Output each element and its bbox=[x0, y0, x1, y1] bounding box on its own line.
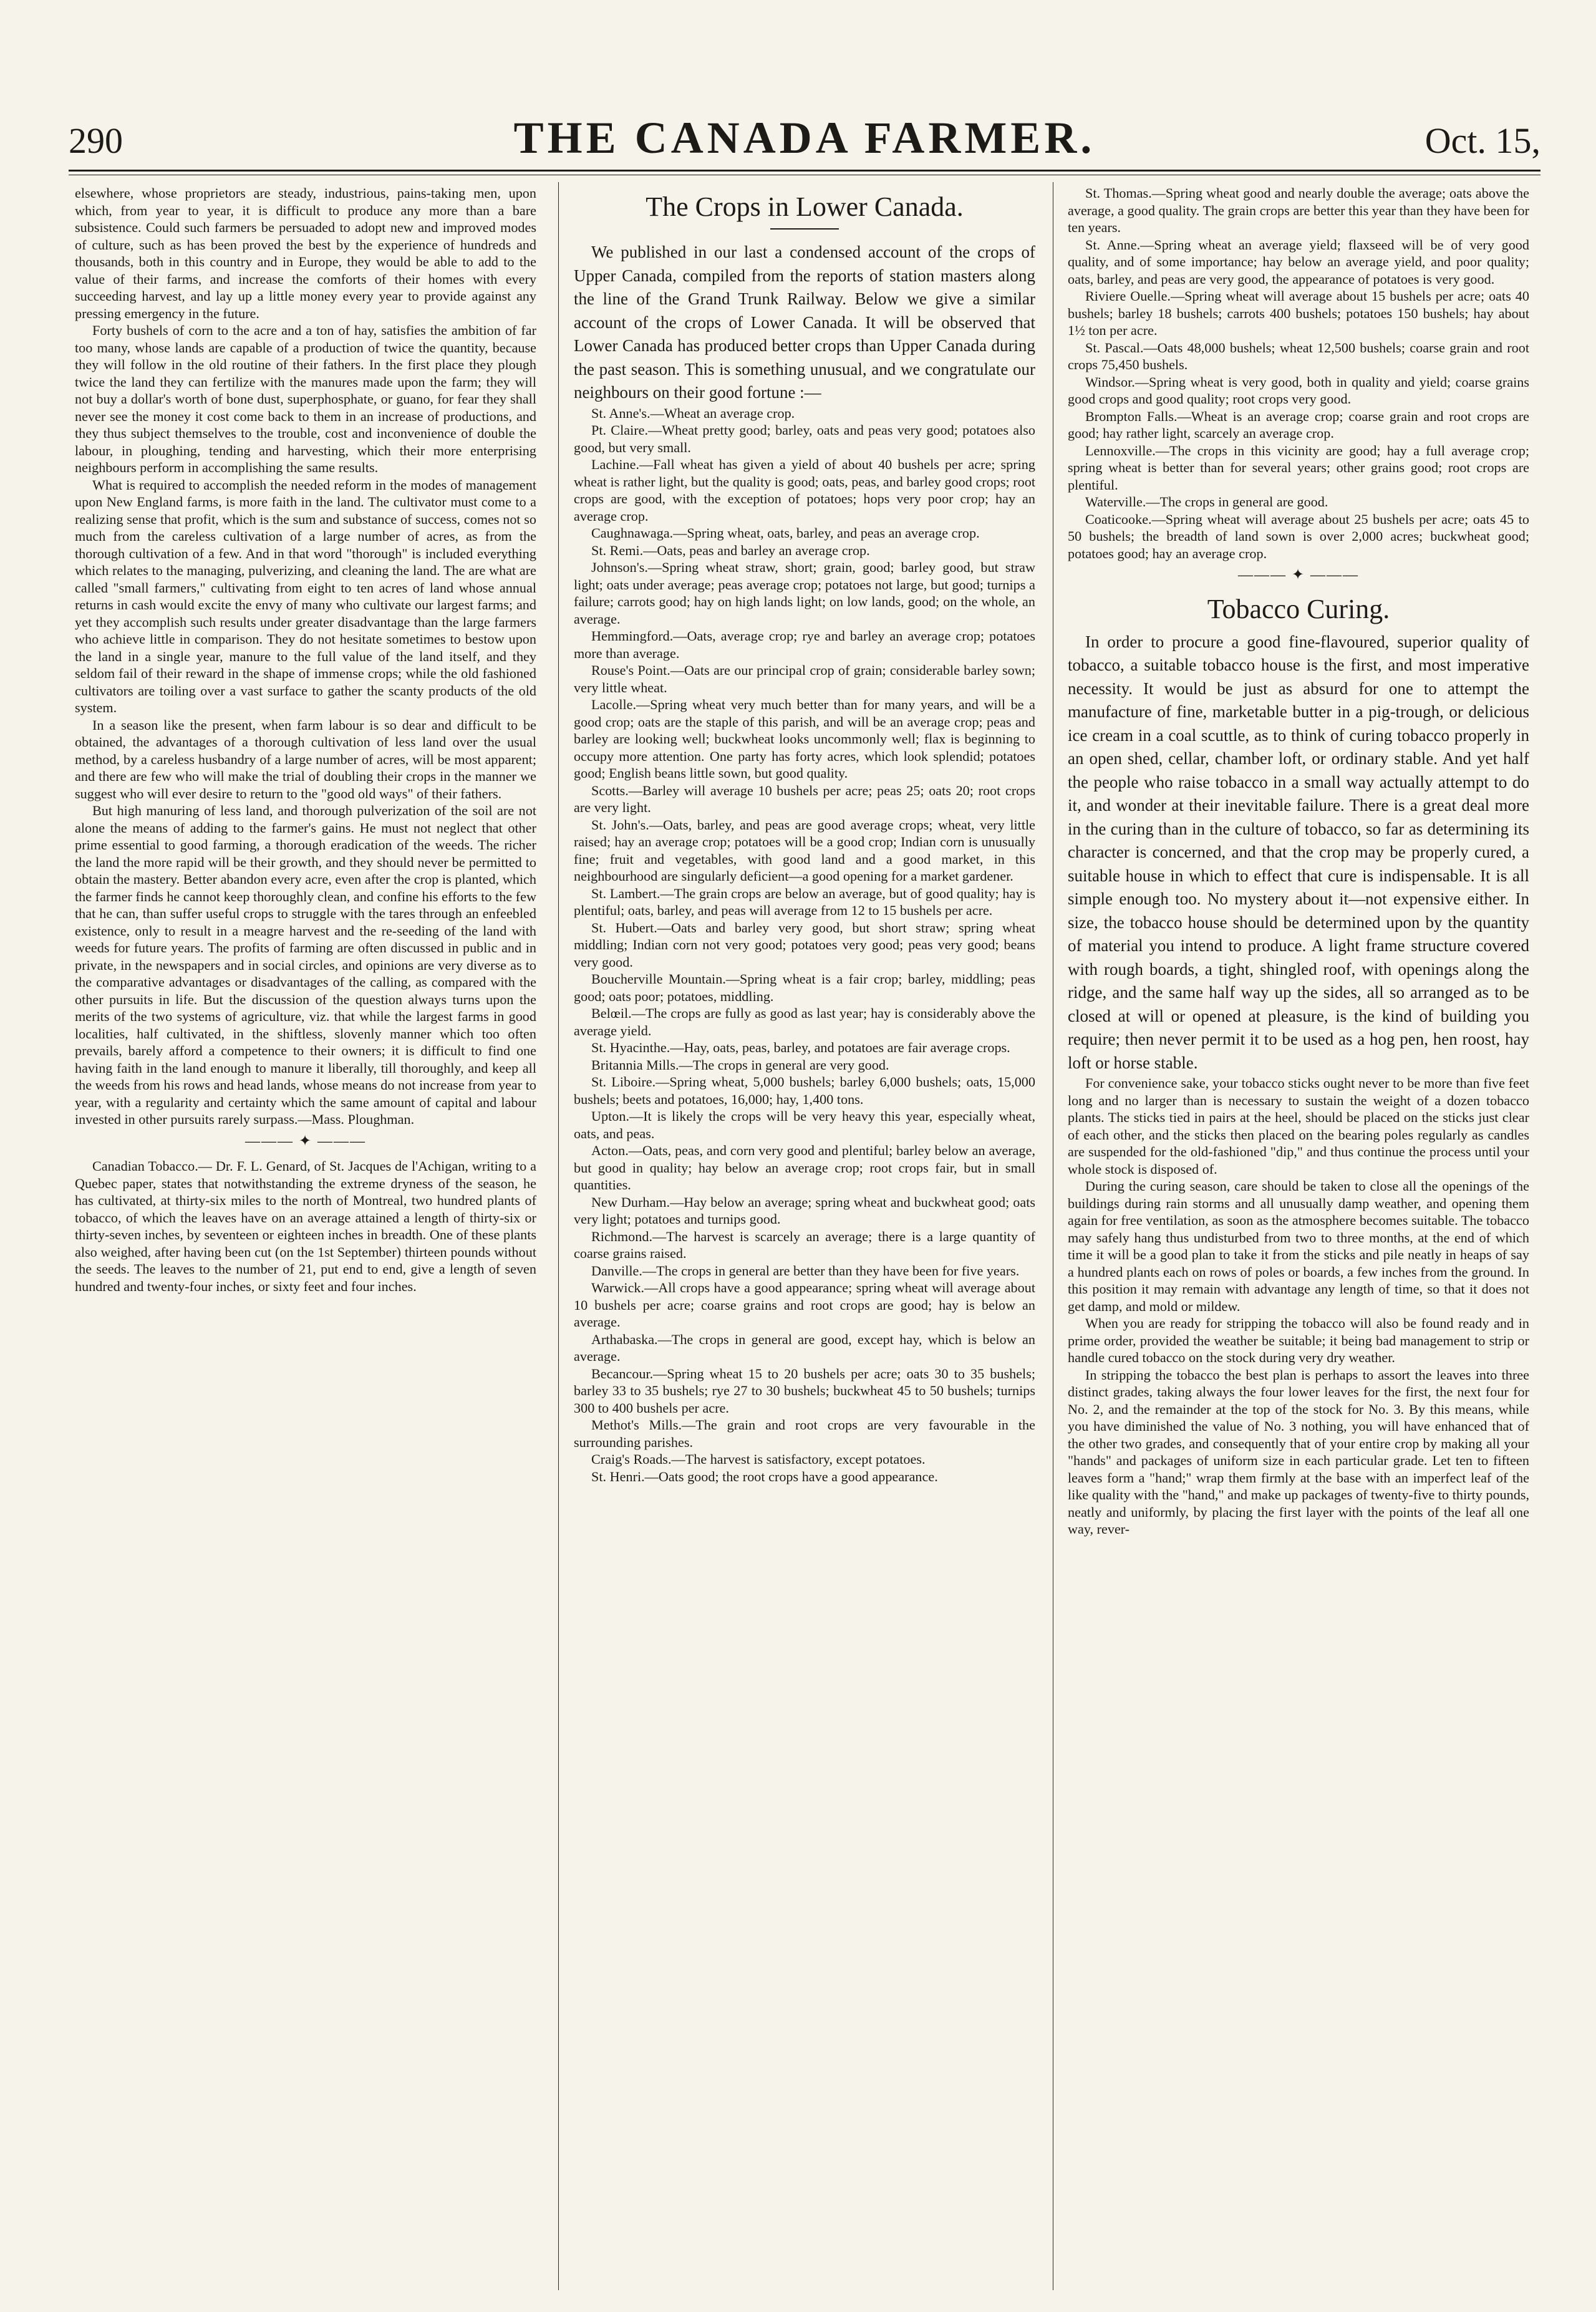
crop-report: Waterville.—The crops in general are good. bbox=[1085, 494, 1328, 510]
column-divider bbox=[558, 182, 559, 2290]
crop-report: St. Remi.—Oats, peas and barley an average crop. bbox=[591, 542, 870, 558]
crop-report: St. John's.—Oats, barley, and peas are good average crops; wheat, very little raised; hay an average crop; potatoes will be a good crop; Indian corn is unusually fine; fruit and vegetables, with good land and a good market, in this neighbourhood are singularly deficient—a good opening for a market gardener. bbox=[574, 816, 1035, 884]
crop-report: Rouse's Point.—Oats are our principal crop of grain; considerable barley sown; very little wheat. bbox=[574, 662, 1035, 695]
article-headline: The Crops in Lower Canada. bbox=[646, 191, 964, 222]
crop-report: St. Liboire.—Spring wheat, 5,000 bushels; barley 6,000 bushels; oats, 15,000 bushels; beets and potatoes, 16,000; hay, 1,400 tons. bbox=[574, 1074, 1035, 1107]
crop-report: Lacolle.—Spring wheat very much better than for many years, and will be a good crop; oats are the staple of this parish, and will be an average crop; peas and barley are looking well; buckwheat looks uncommonly well; flax is beginning to occupy more attention. One party has forty acres, which look splendid; potatoes good; English beans little sown, but good quality. bbox=[574, 697, 1035, 781]
masthead-rule bbox=[69, 170, 1540, 172]
crop-report: Johnson's.—Spring wheat straw, short; grain, good; barley good, but straw light; oats under average; peas average crop; potatoes not large, but good; turnips a failure; carrots good; hay on high lands light; on low lands, good; on the whole, an average. bbox=[574, 559, 1035, 627]
issue-date: Oct. 15, bbox=[1424, 120, 1540, 161]
headline-rule bbox=[770, 228, 839, 230]
news-item-canadian-tobacco: Canadian Tobacco.— Dr. F. L. Genard, of St. Jacques de l'Achigan, writing to a Quebec paper, states that notwithstanding the extreme dryness of the season, he has cultivated, at thirty-six miles to the north of Montreal, two hundred plants of tobacco, of which the leaves have on an average attained a length of thirty-six or thirty-seven inches, by seventeen or eighteen inches in breadth. One of these plants also weighed, after having been cut (on the 1st September) thirteen pounds without the seeds. The leaves to the number of 21, put end to end, give a length of seven hundred and twenty-four inches, or sixty feet and four inches. bbox=[75, 1158, 536, 1294]
publication-title: THE CANADA FARMER. bbox=[513, 113, 1096, 163]
article-paragraph: In a season like the present, when farm labour is so dear and difficult to be obtained, the advantages of a thorough cultivation of less land over the usual method, by a careless husbandry of a large number of acres, will be most apparent; and there are few who will make the trial of doubling their crops in the manner we suggest who will ever desire to return to the "good old ways" of their fathers. bbox=[75, 717, 536, 801]
masthead bbox=[69, 112, 1540, 168]
column-1 bbox=[75, 185, 536, 2286]
crop-report: Boucherville Mountain.—Spring wheat is a fair crop; barley, middling; peas good; oats poor; potatoes, middling. bbox=[574, 971, 1035, 1004]
crop-report: Danville.—The crops in general are better than they have been for five years. bbox=[591, 1262, 1020, 1279]
article-paragraph: For convenience sake, your tobacco sticks ought never to be more than five feet long and no larger than is necessary to sustain the weight of a dozen tobacco plants. The sticks tied in pairs at the heel, should be placed on the sticks just clear of each other, and the sticks then placed on the bearing poles regularly as candles are suspended for the old-fashioned "dip," and thus continue the process until your whole stock is disposed of. bbox=[1068, 1075, 1529, 1177]
crop-report: Belœil.—The crops are fully as good as last year; hay is considerably above the average yield. bbox=[574, 1005, 1035, 1038]
crop-report: Windsor.—Spring wheat is very good, both in quality and yield; coarse grains good crops and good quality; root crops very good. bbox=[1068, 374, 1529, 407]
crop-report: St. Thomas.—Spring wheat good and nearly double the average; oats above the average, a good quality. The grain crops are better this year than they have been for ten years. bbox=[1068, 185, 1529, 235]
crop-report: Acton.—Oats, peas, and corn very good and plentiful; barley below an average, but good in quality; hay below an average crop; root crops fair, but in small quantities. bbox=[574, 1143, 1035, 1192]
article-intro: We published in our last a condensed account of the crops of Upper Canada, compiled from the reports of station masters along the line of the Grand Trunk Railway. Below we give a similar account of the crops of Lower Canada. It will be observed that Lower Canada has produced better crops than Upper Canada during the past season. This is something unusual, and we congratulate our neighbours on their good fortune :— bbox=[574, 243, 1035, 402]
article-paragraph: elsewhere, whose proprietors are steady, industrious, pains-taking men, upon which, from year to year, it is difficult to produce any more than a bare subsistence. Could such farmers be persuaded to adopt new and improved modes of culture, such as has been proved the best by the experience of hundreds and thousands, both in this country and in Europe, they would be able to add to the value of their farms, and increase the comforts of their homes with every succeeding harvest, and lay up a little money every year to provide against any pressing emergency in the future. bbox=[75, 185, 536, 321]
article-paragraph: When you are ready for stripping the tobacco will also be found ready and in prime order, provided the weather be suitable; it being bad management to strip or handle cured tobacco on the stock during very dry weather. bbox=[1068, 1315, 1529, 1365]
crop-report: Scotts.—Barley will average 10 bushels per acre; peas 25; oats 20; root crops are very light. bbox=[574, 782, 1035, 815]
crop-report: Becancour.—Spring wheat 15 to 20 bushels per acre; oats 30 to 35 bushels; barley 33 to 35 bushels; rye 27 to 30 bushels; buckwheat 45 to 50 bushels; turnips 300 to 400 bushels per acre. bbox=[574, 1365, 1035, 1416]
article-headline: Tobacco Curing. bbox=[1207, 593, 1390, 624]
article-paragraph: In order to procure a good fine-flavoured, superior quality of tobacco, a suitable tobacco house is the first, and most imperative necessity. It would be just as absurd for one to attempt the manufacture of fine, marketable butter in a pig-trough, or delicious ice cream in a coal scuttle, as to think of curing tobacco properly in an open shed, cellar, chamber loft, or ordinary stable. And yet half the people who raise tobacco in a small way actually attempt to do it, and wonder at their inevitable failure. There is a great deal more in the curing than in the culture of tobacco, so far as determining its character is concerned, and that the crop may be properly cured, a suitable house in which to effect that cure is indispensable. It is all simple enough too. No mystery about it—not expensive either. In size, the tobacco house should be determined upon by the quantity of material you intend to produce. A light frame structure covered with rough boards, a tight, shingled roof, with openings along the ridge, and the same half way up the sides, all so arranged as to be closed at will or opened at pleasure, is the kind of building you require; then never permit it to be used as a hog pen, hen roost, hay loft or horse stable. bbox=[1068, 632, 1529, 1072]
article-paragraph: Forty bushels of corn to the acre and a ton of hay, satisfies the ambition of far too many, whose lands are capable of a production of twice the quantity, because they will follow in the old routine of their fathers. In the first place they plough twice the land they can fertilize with the manures made upon the farm; they will not buy a dollar's worth of bone dust, superphosphate, or guano, for fear they shall never see the money it cost come back to them in an increase of productions, and they thus subject themselves to the trouble, cost and inconvenience of double the labour, in ploughing, tending and harvesting, which their more enterprising neighbours perform in accomplishing the same results. bbox=[75, 322, 536, 475]
crop-report: Hemmingford.—Oats, average crop; rye and barley an average crop; potatoes more than average. bbox=[574, 628, 1035, 661]
crop-report: Lachine.—Fall wheat has given a yield of about 40 bushels per acre; spring wheat is rather light, but the quality is good; oats, peas, and barley good crops; root crops are good, with the exception of potatoes; hops very poor crop; hay an average crop. bbox=[574, 457, 1035, 524]
crop-report: Warwick.—All crops have a good appearance; spring wheat will average about 10 bushels per acre; coarse grains and root crops are good; hay is below an average. bbox=[574, 1280, 1035, 1330]
crop-report: Craig's Roads.—The harvest is satisfactory, except potatoes. bbox=[591, 1451, 926, 1467]
article-paragraph: But high manuring of less land, and thorough pulverization of the soil are not alone the means of adding to the farmer's gains. He must not neglect that other prime essential to good farming, a thorough eradication of the weeds. The richer the land the more rapid will be their growth, and they should never be permitted to obtain the mastery. Better abandon every acre, even after the crop is planted, which the farmer finds he cannot keep thoroughly clean, and confine his efforts to the few that he can, than suffer useful crops to struggle with the tares through an enfeebled existence, only to result in a meagre harvest and the re-seeding of the land with weeds for future years. The profits of farming are often discussed in public and in private, in the newspapers and in social circles, and opinions are very diverse as to the comparative advantages or disadvantages of the calling, as compared with the other pursuits in life. But the discussion of the question always turns upon the merits of the two systems of agriculture, viz. that while the largest farms in good localities, half cultivated, in the shiftless, slovenly manner which too often prevails, barely afford a competence to their owners; it is difficult to find one having faith in the land enough to manure it liberally, till thoroughly, and keep all the weeds from his rows and head lands, whose means do not increase from year to year, with a regularity and certainty which the same amount of capital and labour invested in other pursuits rarely surpass.—Mass. Ploughman. bbox=[75, 803, 536, 1127]
crop-report: St. Pascal.—Oats 48,000 bushels; wheat 12,500 bushels; coarse grain and root crops 75,450 bushels. bbox=[1068, 339, 1529, 372]
crop-report: Pt. Claire.—Wheat pretty good; barley, oats and peas very good; potatoes also good, but very small. bbox=[574, 422, 1035, 455]
section-ornament: ——— ✦ ——— bbox=[1237, 567, 1360, 583]
crop-report: St. Anne's.—Wheat an average crop. bbox=[591, 405, 795, 421]
crop-report: Coaticooke.—Spring wheat will average about 25 bushels per acre; oats 45 to 50 bushels; the breadth of land sown is over 2,000 acres; buckwheat good; potatoes good; hay an average crop. bbox=[1068, 511, 1529, 561]
crop-report: Methot's Mills.—The grain and root crops are very favourable in the surrounding parishes. bbox=[574, 1417, 1035, 1450]
section-ornament: ——— ✦ ——— bbox=[244, 1133, 367, 1149]
crop-report: St. Henri.—Oats good; the root crops have a good appearance. bbox=[591, 1468, 938, 1484]
column-3 bbox=[1068, 185, 1529, 2286]
crop-report: Lennoxville.—The crops in this vicinity are good; hay a full average crop; spring wheat is better than for several years; other grains good; root crops are plentiful. bbox=[1068, 442, 1529, 493]
crop-report: Arthabaska.—The crops in general are good, except hay, which is below an average. bbox=[574, 1331, 1035, 1364]
crop-report: Riviere Ouelle.—Spring wheat will average about 15 bushels per acre; oats 40 bushels; barley 18 bushels; carrots 400 bushels; potatoes 150 bushels; hay about 1½ ton per acre. bbox=[1068, 288, 1529, 338]
crop-report: New Durham.—Hay below an average; spring wheat and buckwheat good; oats very light; potatoes and turnips good. bbox=[574, 1194, 1035, 1227]
crop-report: Britannia Mills.—The crops in general are very good. bbox=[591, 1057, 889, 1073]
page-number: 290 bbox=[69, 120, 123, 161]
crop-report: St. Lambert.—The grain crops are below an average, but of good quality; hay is plentiful; oats, barley, and peas will average from 12 to 15 bushels per acre. bbox=[574, 885, 1035, 918]
crop-report: Caughnawaga.—Spring wheat, oats, barley, and peas an average crop. bbox=[591, 525, 980, 541]
column-2 bbox=[574, 185, 1035, 2286]
crop-report: Upton.—It is likely the crops will be very heavy this year, especially wheat, oats, and peas. bbox=[574, 1108, 1035, 1141]
article-paragraph: During the curing season, care should be taken to close all the openings of the buildings during rain storms and all unusually damp weather, and opening them again for free ventilation, as soon as the atmosphere becomes suitable. The tobacco may safely hang thus undisturbed from two to three months, at the end of which time it will be a good plan to take it from the sticks and pile neatly in heaps of say a hundred plants each on rows of poles or boards, a few inches from the ground. In this position it may remain with advantage any length of time, so that it does not get damp, and mold or mildew. bbox=[1068, 1178, 1529, 1314]
crop-report: Richmond.—The harvest is scarcely an average; there is a large quantity of coarse grains raised. bbox=[574, 1228, 1035, 1261]
crop-report: St. Hyacinthe.—Hay, oats, peas, barley, and potatoes are fair average crops. bbox=[591, 1040, 1010, 1055]
article-paragraph: In stripping the tobacco the best plan is perhaps to assort the leaves into three distinct grades, taking always the four lower leaves for the first, the next four for No. 2, and the remainder at the top of the stock for No. 3. By this means, while you have diminished the value of No. 3 nothing, you will have enhanced that of the other two grades, and consequently that of your entire crop by making all your "hands" and packages of uniform size in each particular grade. Let ten to fifteen leaves form a "hand;" wrap them firmly at the base with an imperfect leaf of the like quality with the "hand," and make up packages of twenty-five to thirty pounds, neatly and uniformly, by placing the first layer with the points of the leaf all one way, rever- bbox=[1068, 1366, 1529, 1537]
crop-report: Brompton Falls.—Wheat is an average crop; coarse grain and root crops are good; hay rather light, scarcely an average crop. bbox=[1068, 408, 1529, 441]
article-paragraph: What is required to accomplish the needed reform in the modes of management upon New England farms, is more faith in the land. The cultivator must come to a realizing sense that profit, which is the sum and substance of success, comes not so much from the careless cultivation of a large number of acres, as from the thorough cultivation of a few. And in that word "thorough" is included everything which relates to the managing, pulverizing, and cleaning the land. The are what are called "small farmers," cultivating from eight to ten acres of land whose annual returns in cash would excite the envy of many who cultivate our largest farms; and yet they accomplish such results under greater disadvantage than the large farmers who achieve little in comparison. They do not hesitate sometimes to bestow upon the land in a single year, manure to the full value of the land itself, and they seldom fail of their reward in the shape of immense crops; while the old fashioned cultivators are toiling over a vast surface to gather the scanty products of the old system. bbox=[75, 476, 536, 715]
crop-report: St. Anne.—Spring wheat an average yield; flaxseed will be of very good quality, and of some importance; hay below an average yield, and poor quality; oats, barley, and peas are very good, the appearance of potatoes is very good. bbox=[1068, 236, 1529, 287]
crop-report: St. Hubert.—Oats and barley very good, but short straw; spring wheat middling; Indian corn not very good; potatoes very good; peas very good; beans very good. bbox=[574, 919, 1035, 970]
